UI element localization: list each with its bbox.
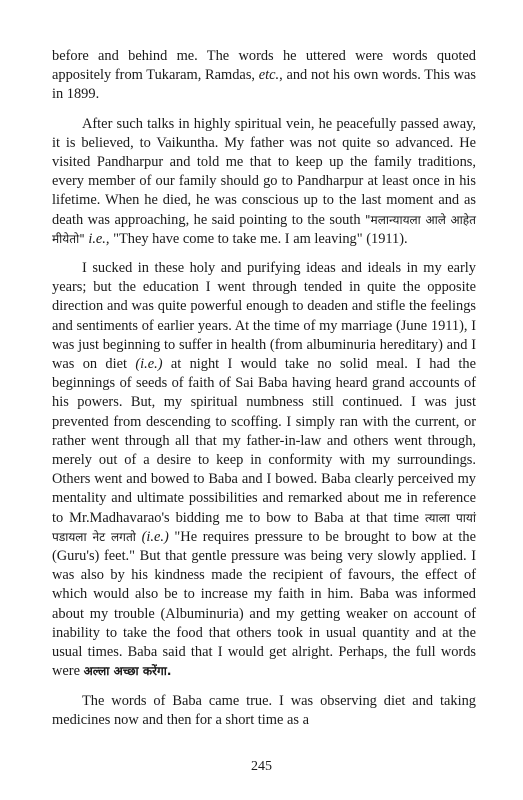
italic-text: (i.e.) [141, 528, 169, 545]
marathi-quote: "मलान्यायला आले आहेत मीयेतो" [52, 212, 476, 246]
paragraph [52, 47, 476, 105]
marathi-quote: अल्ला अच्छा करेंगा. [83, 664, 172, 679]
text-run: After such talks in highly spiritual vein, he peacefully passed away, it is believed, to Vaikuntha. My father was not quite so advanced. He visited Pandharpur and told me that to keep up the family traditions, every member of our family should go to Pandharpur at least once in his lifetime. When he died, he was conscious up to the last moment and as death was approaching, he said pointing to the south [52, 115, 476, 228]
text-run: The words of Baba came true. I was observing diet and taking medicines now and then for a short time as a [52, 692, 476, 728]
marathi-quote: त्याला पायां पडायला नेट लगतो [52, 510, 476, 544]
text-run: at night I would take no solid meal. I had the beginnings of seeds of faith of Sai Baba having heard grand accounts of his powers. But, my spiritual numbness still continued. I was just prevented from descending to scoffing. I simply ran with the current, or rather went through all that my father-in-law and others went through, merely out of a desire to keep in conformity with my surroundings. Others went and bowed to Baba and I bowed. Baba clearly perceived my mentality and ultimate possibilities and remarked about me in reference to Mr.Madhavarao's bidding me to bow to Baba at that time [52, 356, 476, 526]
text-run: before and behind me. The words he uttered were words quoted appositely from Tukaram, Ramdas, [52, 48, 476, 84]
body-text [52, 47, 476, 730]
text-run: "He requires pressure to be brought to bow at the (Guru's) feet." But that gentle pressure was being very slowly applied. I was also by his kindness made the recipient of favours, the effect of which would also be to increase my faith in him. Baba was informed about my trouble (Albuminuria) and my getting weaker on account of inability to take the food that others took in usual quantity and at the usual times. Baba said that I would get alright. Perhaps, the full words were [52, 528, 476, 680]
paragraph [52, 692, 476, 730]
paragraph [52, 259, 476, 681]
italic-text: etc. [258, 67, 280, 84]
paragraph [52, 115, 476, 249]
italic-text: (i.e.) [135, 356, 163, 373]
page-number: 245 [251, 759, 272, 774]
text-run: "They have come to take me. I am leaving" (1911). [109, 230, 408, 247]
text-run: I sucked in these holy and purifying ideas and ideals in my early years; but the education I went through tended in quite the opposite direction and was quite powerful enough to deaden and stifle the feelings and sentiments of earlier years. At the time of my marriage (June 1911), I was just beginning to suffer in health (from albuminuria hereditary) and I was on diet [52, 260, 476, 373]
italic-text: i.e., [88, 230, 110, 247]
text-run: , and not his own words. This was in 1899. [52, 67, 476, 103]
